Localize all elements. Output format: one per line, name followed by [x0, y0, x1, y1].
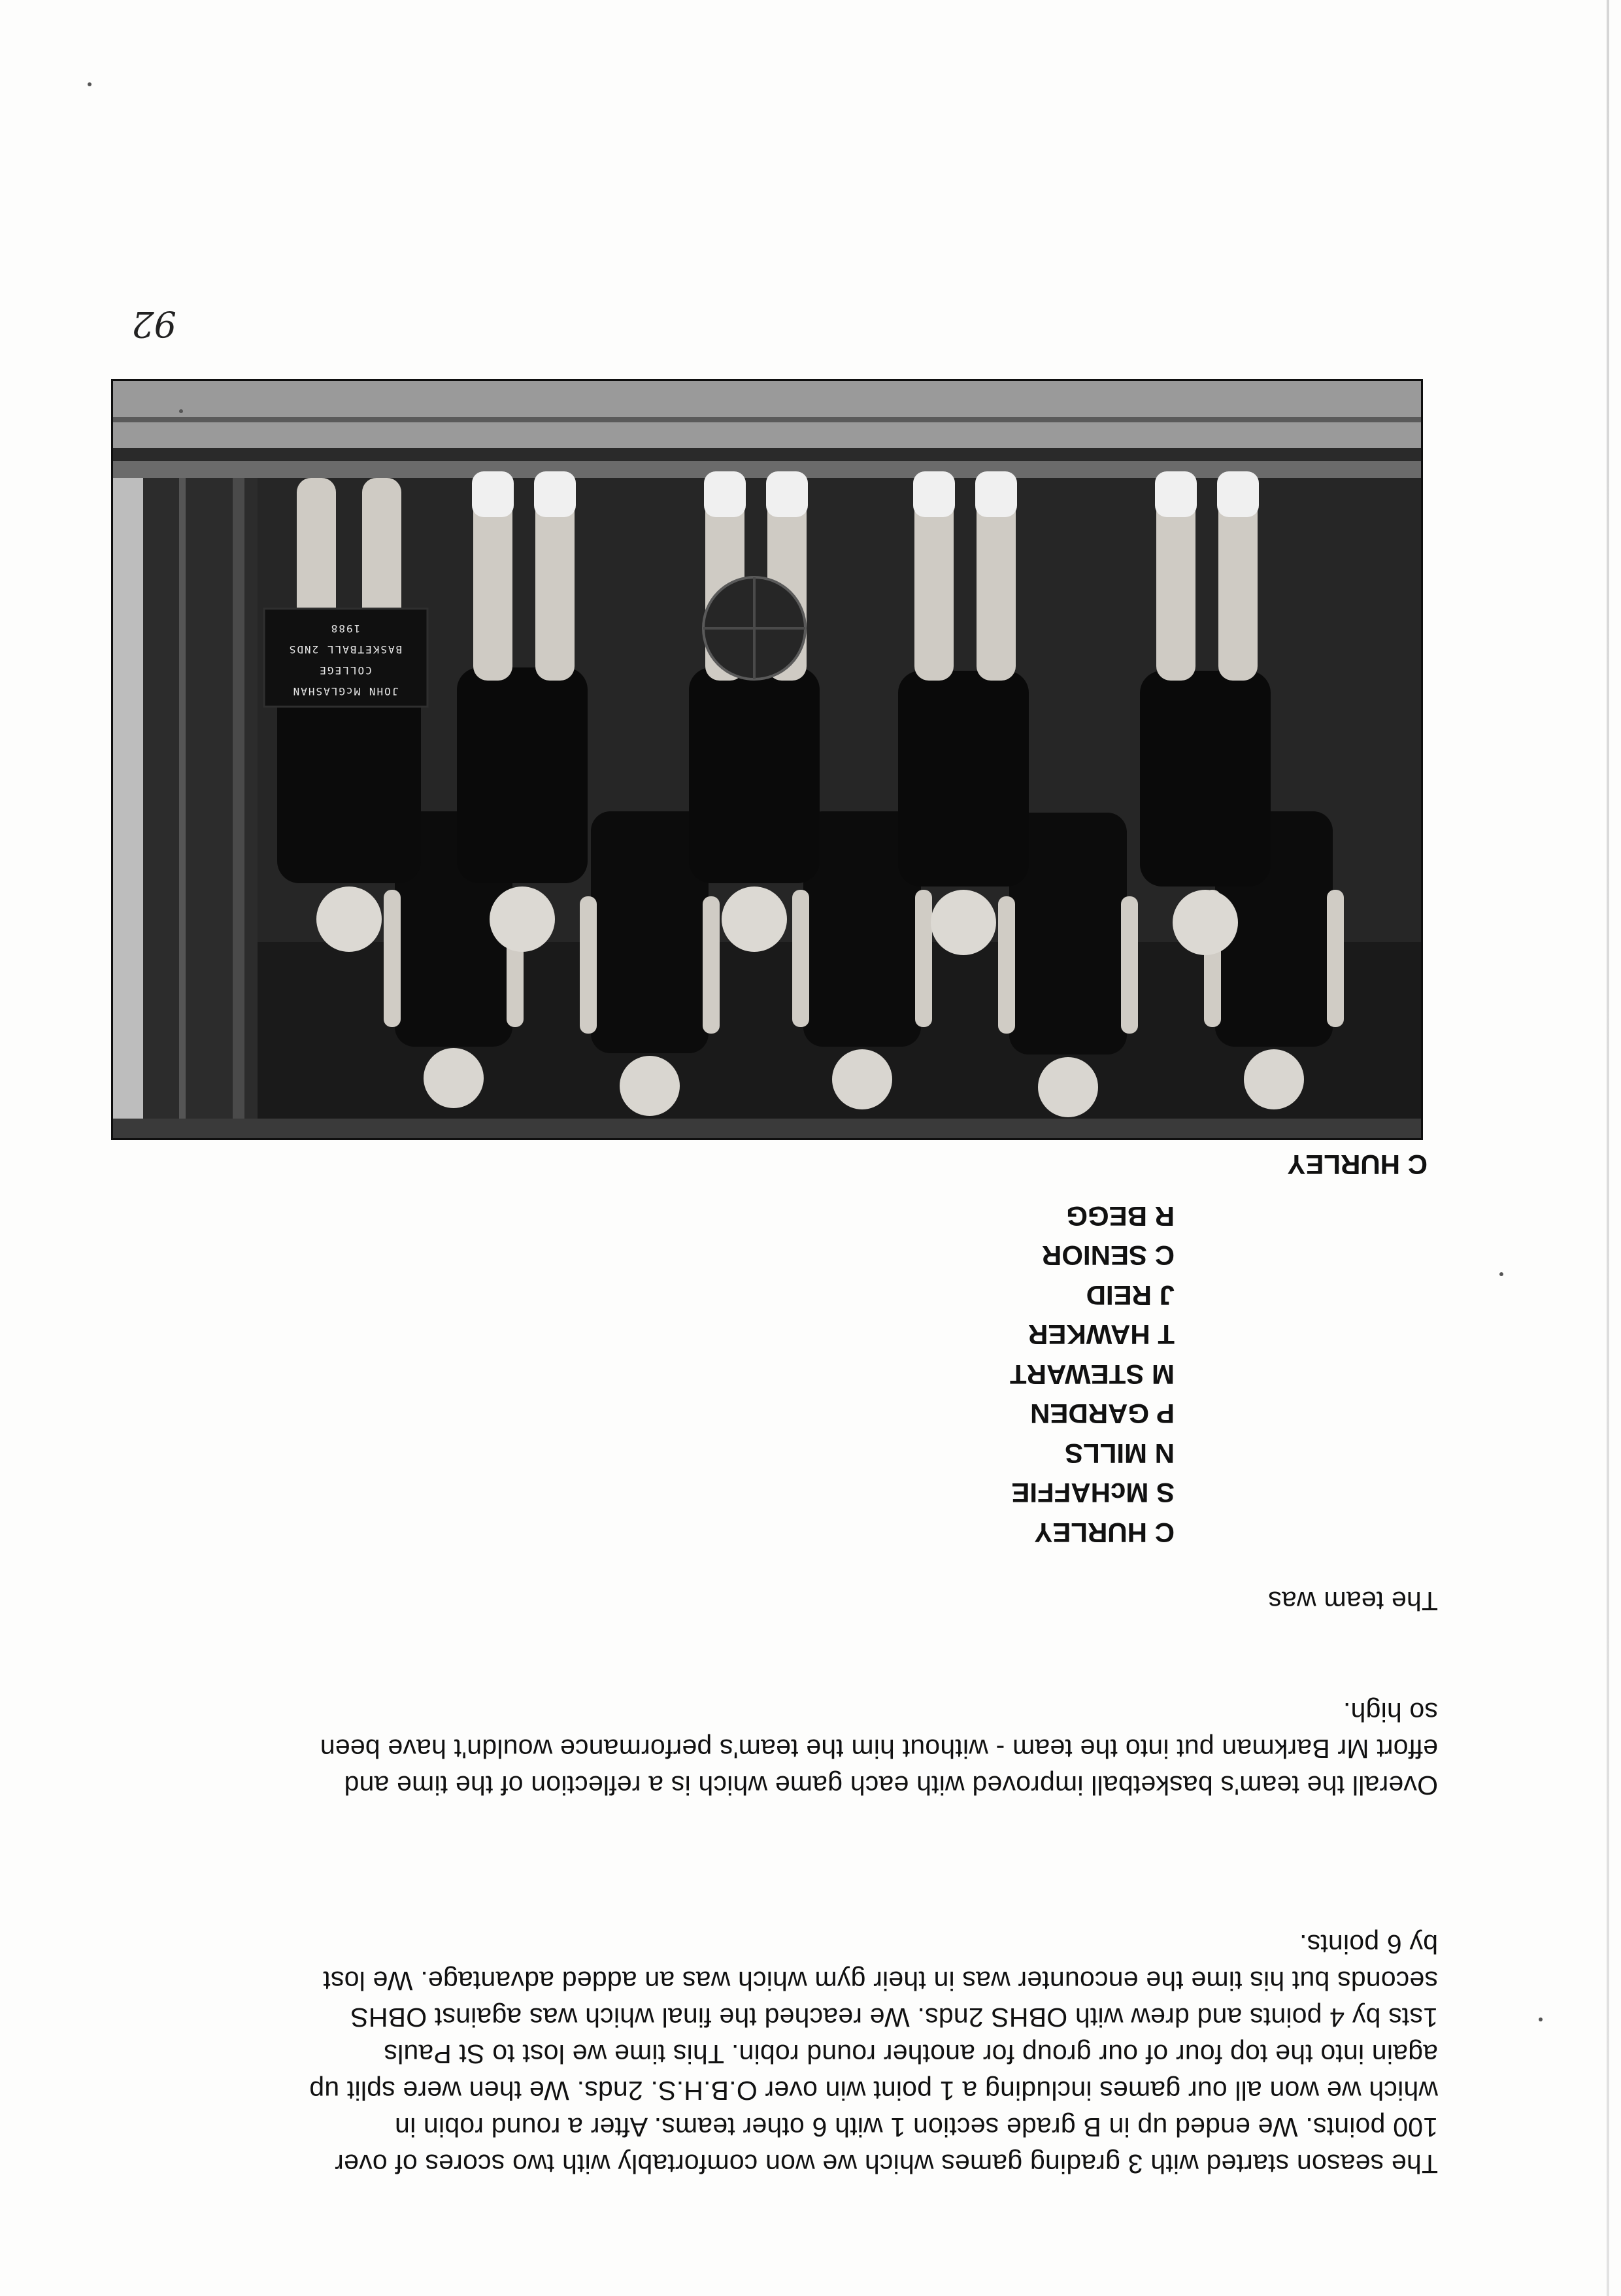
- text-line: so high.: [1343, 1697, 1438, 1727]
- team-photo: [111, 379, 1423, 1140]
- text-line: effort Mr Barkman put into the team - without him the team's performance wouldn't have been: [320, 1734, 1438, 1764]
- team-intro: [150, 1583, 1438, 1619]
- text-line: seconds but his time the encounter was in their gym which was an added advantage. We lost: [323, 1966, 1438, 1996]
- text-line: Overall the team's basketball improved with each game which is a reflection of the time and: [344, 1770, 1438, 1800]
- overall-paragraph: [150, 1694, 1438, 1804]
- banner-line: 1988: [329, 622, 361, 635]
- page-edge-shadow: [1607, 0, 1609, 2296]
- scan-speck: [179, 409, 183, 413]
- team-roster: [1010, 1196, 1175, 1553]
- text-line: which we won all our games including a 1 point win over O.B.H.S. 2nds. We then were split up: [309, 2076, 1438, 2106]
- banner-text: [265, 618, 425, 701]
- scan-speck: [1499, 1272, 1503, 1276]
- team-intro-text: The team was: [1268, 1586, 1438, 1616]
- text-line: 1sts by 4 points and drew with OBHS 2nds. We reached the final which was against OBHS: [350, 2002, 1438, 2033]
- scan-speck: [88, 82, 92, 86]
- text-line: by 6 points.: [1299, 1929, 1438, 1959]
- roster-player: T HAWKER: [1028, 1319, 1175, 1351]
- text-line: The season started with 3 grading games which we won comfortably with two scores of over: [335, 2149, 1438, 2179]
- text-line: 100 points. We ended up in B grade section 1 with 6 other teams. After a round robin in: [394, 2112, 1438, 2142]
- text-line: again into the top four of our group for another round robin. This time we lost to St Pauls: [384, 2039, 1438, 2069]
- roster-player: C HURLEY: [1034, 1517, 1175, 1548]
- scan-speck: [1539, 2017, 1543, 2021]
- team-photo-illustration: [113, 381, 1421, 1138]
- roster-player: N MILLS: [1065, 1438, 1175, 1469]
- roster-player: J REID: [1086, 1280, 1175, 1311]
- banner-line: BASKETBALL 2NDS: [288, 643, 403, 656]
- banner-line: JOHN McGLASHAN: [292, 685, 399, 698]
- photo-caption: C HURLEY: [1287, 1149, 1428, 1180]
- page-number: 92: [131, 303, 176, 345]
- roster-player: C SENIOR: [1041, 1240, 1175, 1272]
- roster-player: P GARDEN: [1030, 1398, 1175, 1430]
- season-paragraph: [150, 1926, 1438, 2182]
- roster-player: S McHAFFIE: [1011, 1477, 1175, 1509]
- roster-player: M STEWART: [1010, 1359, 1175, 1390]
- banner-line: COLLEGE: [318, 664, 372, 677]
- roster-player: R BEGG: [1066, 1201, 1175, 1232]
